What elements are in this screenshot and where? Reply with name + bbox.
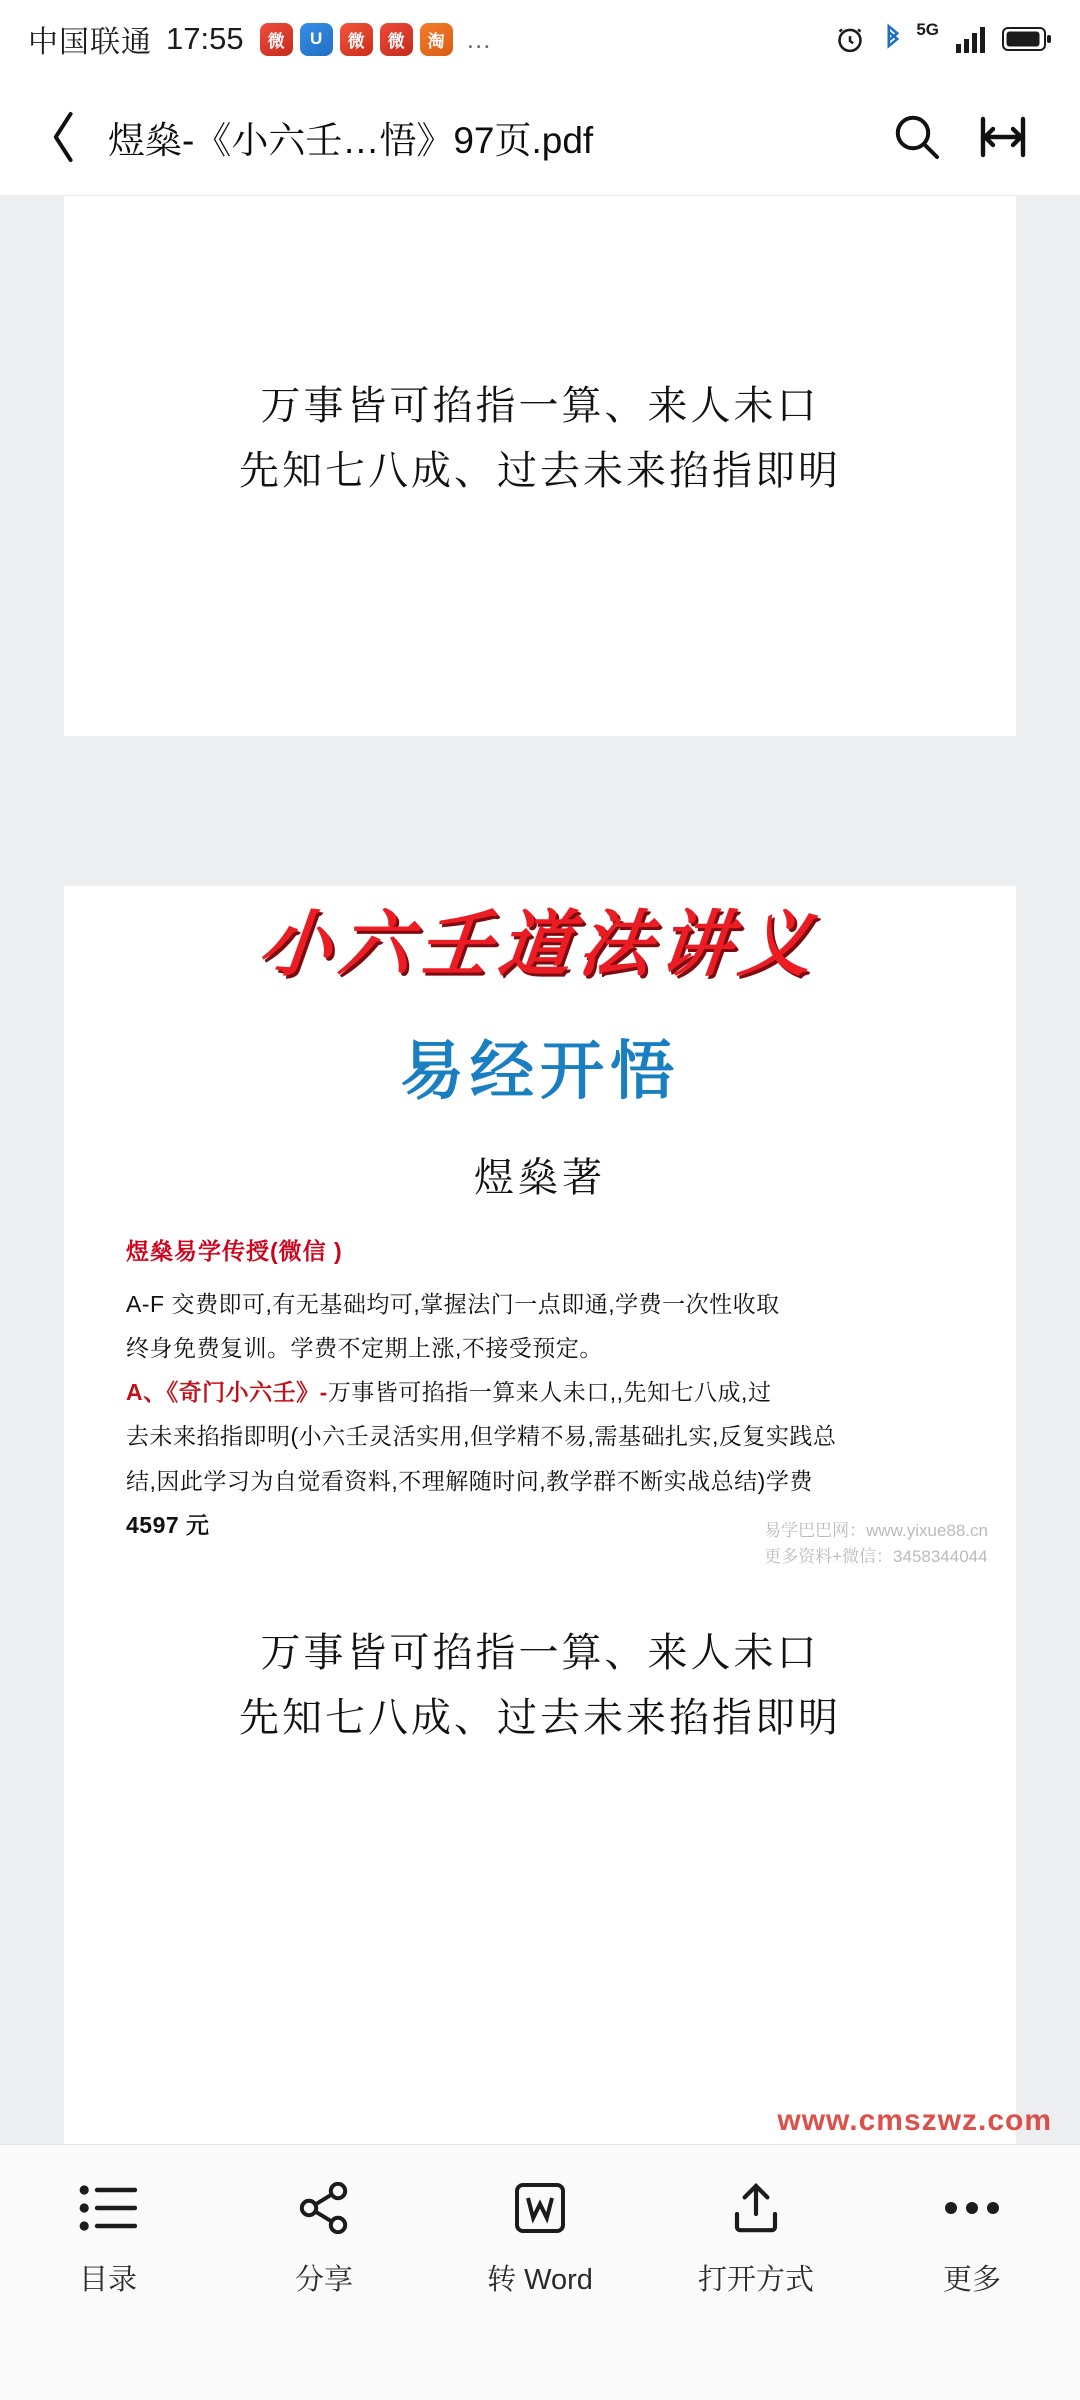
page2-slogan-line-2: 先知七八成、过去未来掐指即明 <box>239 1694 841 1741</box>
bottom-item-share-label: 分享 <box>294 2264 353 2296</box>
list-icon <box>79 2179 137 2237</box>
bottom-item-catalog[interactable] <box>0 2179 216 2298</box>
bottom-item-more[interactable] <box>864 2179 1080 2298</box>
section-a-line-1: 去未来掐指即明(小六壬灵活实用,但学精不易,需基础扎实,反复实践总 <box>126 1423 837 1450</box>
status-bar <box>0 0 1080 78</box>
cover-main-title: 小六壬道法讲义 <box>254 901 824 986</box>
app-icon-wechat-red: 微 <box>260 23 293 56</box>
bottom-item-to-word-label: 转 Word <box>487 2264 593 2296</box>
watermark-wechat-line: 更多资料+微信：3458344044 <box>764 1547 988 1567</box>
document-page-1 <box>64 196 1016 736</box>
document-scroll-area[interactable] <box>0 196 1080 2144</box>
document-page-2 <box>64 886 1016 2144</box>
battery-icon <box>1002 25 1052 53</box>
section-a-rest: 万事皆可掐指一算来人未口,,先知七八成,过 <box>327 1379 772 1406</box>
page-fit-icon[interactable] <box>960 111 1046 163</box>
bluetooth-icon <box>880 22 906 56</box>
search-icon[interactable] <box>874 111 960 163</box>
title-bar <box>0 78 1080 196</box>
watermark-block <box>764 1518 988 1571</box>
bottom-item-open-with-label: 打开方式 <box>697 2264 814 2296</box>
page-title: 煜燊-《小六壬…悟》97页.pdf <box>108 119 594 161</box>
app-icon-blue-u: U <box>300 23 333 56</box>
network-type-label: 5G <box>916 20 939 39</box>
signal-icon <box>955 24 989 54</box>
back-button[interactable] <box>34 109 94 165</box>
page1-slogan <box>64 196 1016 504</box>
bottom-item-to-word[interactable] <box>432 2179 648 2298</box>
alarm-icon <box>833 22 867 56</box>
ellipsis-icon <box>941 2179 1003 2237</box>
bottom-item-more-label: 更多 <box>942 2264 1001 2296</box>
watermark-site-line: 易学巴巴网：www.yixue88.cn <box>764 1521 988 1540</box>
body-line-2: 终身免费复训。学费不定期上涨,不接受预定。 <box>126 1335 603 1362</box>
contact-line: 煜燊易学传授(微信 ) <box>126 1238 343 1264</box>
page-divider-1 <box>0 736 1080 768</box>
price-value: 4597 元 <box>126 1511 210 1538</box>
bottom-item-catalog-label: 目录 <box>78 2264 137 2296</box>
section-a-heading <box>126 1370 954 1414</box>
cover-subtitle: 易经开悟 <box>400 1035 680 1107</box>
upload-icon <box>729 2179 783 2237</box>
app-icon-orange-tao: 淘 <box>420 23 453 56</box>
section-a-prefix: A、《奇门小六壬》- <box>126 1379 328 1406</box>
page2-slogan-line-1: 万事皆可掐指一算、来人未口 <box>260 1629 820 1676</box>
cover-body-block <box>64 1203 1016 1547</box>
bottom-toolbar <box>0 2144 1080 2400</box>
page2-slogan <box>64 1621 1016 1751</box>
bottom-item-open-with[interactable] <box>648 2179 864 2298</box>
page1-slogan-line-2: 先知七八成、过去未来掐指即明 <box>239 447 841 494</box>
cover-author: 煜燊著 <box>474 1155 606 1201</box>
status-overflow-icon: … <box>465 23 494 54</box>
body-line-1: A-F 交费即可,有无基础均可,掌握法门一点即通,学费一次性收取 <box>126 1291 780 1317</box>
footer-watermark: www.cmszwz.com <box>777 2104 1052 2137</box>
page1-slogan-line-1: 万事皆可掐指一算、来人未口 <box>260 383 820 429</box>
share-icon <box>296 2179 352 2237</box>
app-icon-red-solid: 微 <box>380 23 413 56</box>
status-clock: 17:55 <box>166 21 244 56</box>
bottom-item-share[interactable] <box>216 2179 432 2298</box>
status-app-icons <box>260 23 494 56</box>
word-icon <box>513 2179 567 2237</box>
section-a-line-2: 结,因此学习为自觉看资料,不理解随时问,教学群不断实战总结)学费 <box>126 1467 813 1494</box>
carrier-label: 中国联通 <box>28 26 152 59</box>
app-icon-red-dual: 微 <box>340 23 373 56</box>
status-right-icons <box>833 22 1052 56</box>
